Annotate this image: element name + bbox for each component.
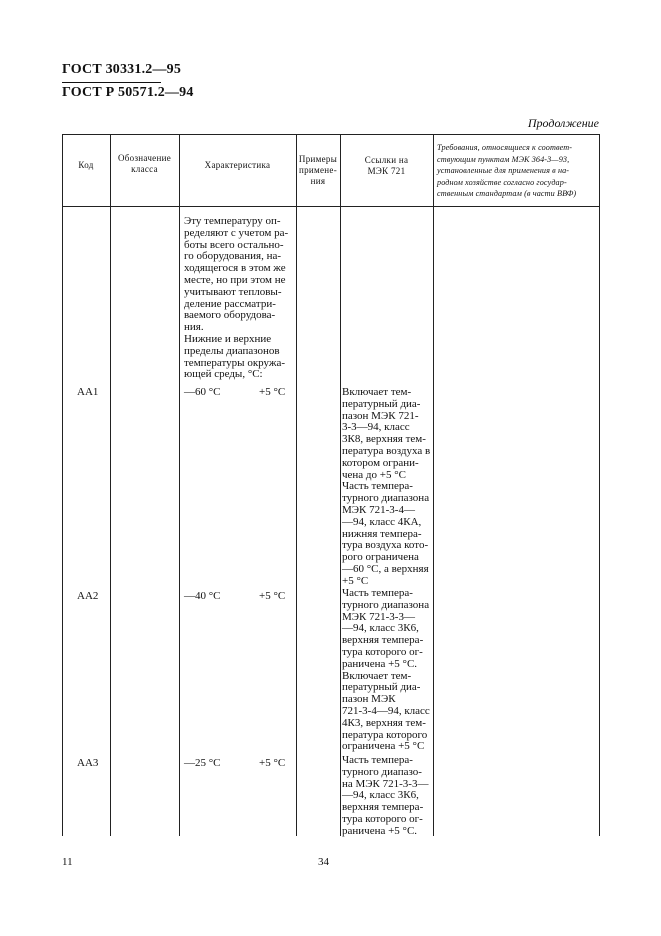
table-header-bottom-border xyxy=(62,206,599,207)
row-code-aa2: АА2 xyxy=(77,590,99,602)
iec-reference-aa2: Часть темпера- турного диапазона МЭК 721-3-3— —94, класс 3К6, верхняя темпера- тура которого ог- раничена +5 °С. Включает тем- пературный диа- пазон МЭК 721-3-4—94, класс 4К3, верхняя тем- пература которого ограничена +5 °С xyxy=(342,587,430,753)
temp-low-aa2: —40 °С xyxy=(184,590,221,602)
column-header-class: Обозначение класса xyxy=(117,153,172,174)
temp-high-aa3: +5 °С xyxy=(259,757,286,769)
column-divider xyxy=(340,134,341,836)
temp-low-aa1: —60 °С xyxy=(184,386,221,398)
column-header-characteristic: Характеристика xyxy=(204,160,271,170)
continuation-label: Продолжение xyxy=(527,116,599,130)
page-number: 34 xyxy=(318,856,329,868)
standard-number-secondary: ГОСТ Р 50571.2—94 xyxy=(62,85,194,100)
temp-high-aa2: +5 °С xyxy=(259,590,286,602)
temp-high-aa1: +5 °С xyxy=(259,386,286,398)
iec-reference-aa1: Включает тем- пературный диа- пазон МЭК 721- 3-3—94, класс 3К8, верхняя тем- пература воздуха в котором ограни- чена до +5 °С Часть темпера- турного диапазона МЭК 721-3-4— —94, класс 4КА, нижняя темпера- тура воздуха кото- рого ограничена —60 °С, а верхняя +5 °С xyxy=(342,386,431,587)
temp-low-aa3: —25 °С xyxy=(184,757,221,769)
table-top-border xyxy=(62,134,599,135)
table-right-border xyxy=(599,134,600,836)
row-code-aa1: АА1 xyxy=(77,386,99,398)
column-divider xyxy=(433,134,434,836)
column-header-code: Код xyxy=(78,160,94,170)
column-divider xyxy=(179,134,180,836)
table-left-border xyxy=(62,134,63,836)
column-divider xyxy=(110,134,111,836)
header-divider xyxy=(62,82,161,83)
row-code-aa3: АА3 xyxy=(77,757,99,769)
characteristic-intro: Эту температуру оп- ределяют с учетом ра- боты всего остально- го оборудования, на- ходящегося в этом же месте, но при этом не учитывают тепловы- деление рассматри- ваемого оборудова- ния. Нижние и верхние пределы диапазонов температуры окружа- ющей среды, °С: xyxy=(184,215,289,381)
column-header-requirements: Требования, относящиеся к соответ- ствующим пунктам МЭК 364-3—93, установленные для применения в на- родном хозяйстве согласно государ- ственным стандартам (в части ВВФ) xyxy=(437,143,577,198)
standard-number-primary: ГОСТ 30331.2—95 xyxy=(62,62,182,77)
column-header-examples: Примеры примене- ния xyxy=(298,154,338,186)
footer-left-number: 11 xyxy=(62,856,73,868)
column-divider xyxy=(296,134,297,836)
column-header-iec-reference: Ссылки на МЭК 721 xyxy=(364,155,409,176)
iec-reference-aa3: Часть темпера- турного диапазо- на МЭК 721-3-3— —94, класс 3К6, верхняя темпера- тура которого ог- раничена +5 °С. xyxy=(342,754,429,837)
